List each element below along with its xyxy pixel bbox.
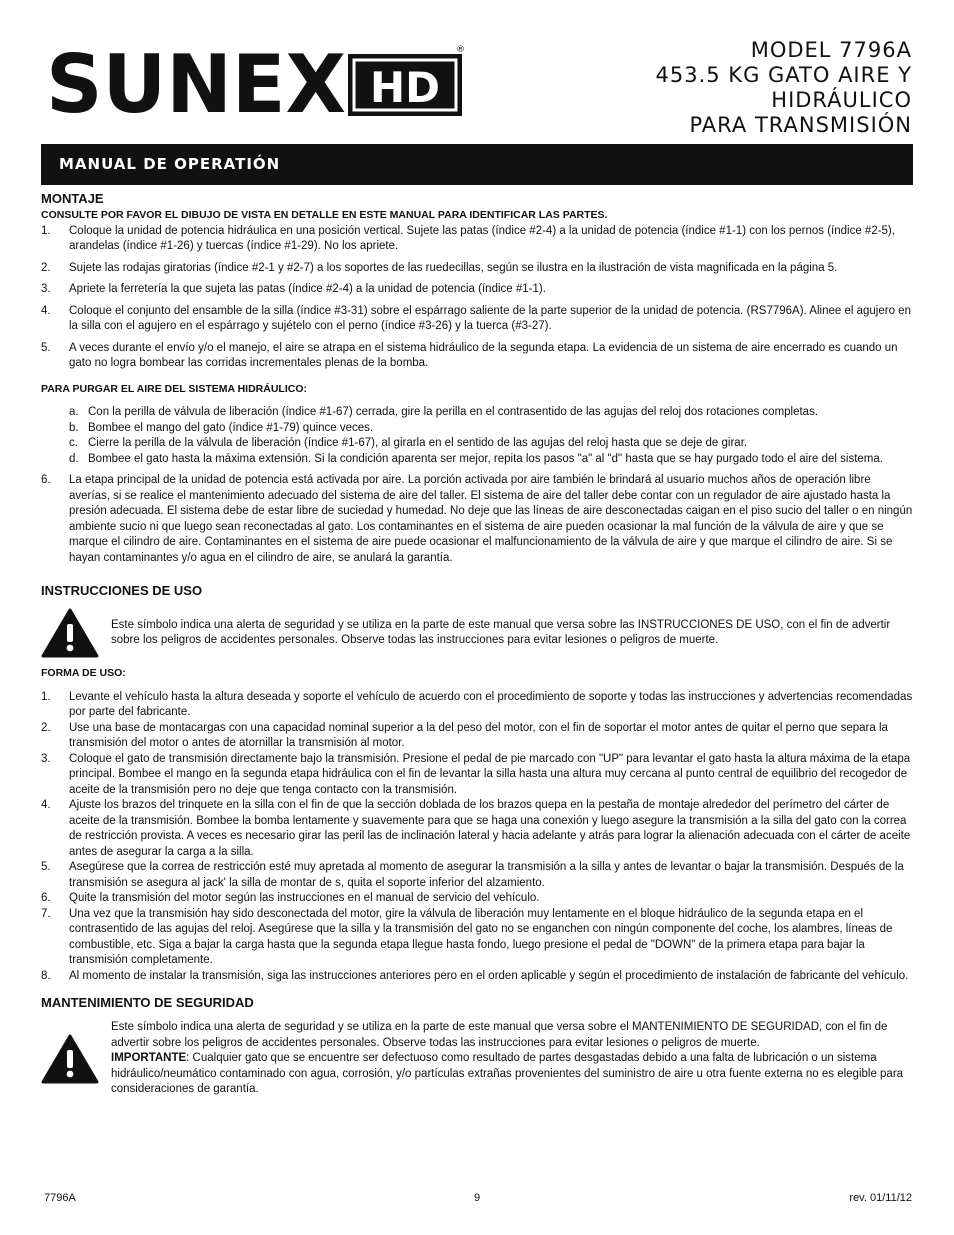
warning-icon [41, 608, 99, 658]
section-title-uso: INSTRUCCIONES DE USO [41, 583, 203, 598]
purge-title: PARA PURGAR EL AIRE DEL SISTEMA HIDRÁULICO: [41, 382, 308, 395]
list-item: 2. Sujete las rodajas giratorias (índice #2-1 y #2-7) a los soportes de las ruedecillas, según se ilustra en la ilustración de vista magnificada en la página 5. [41, 261, 838, 274]
list-item: 7. Una vez que la transmisión hay sido desconectada del motor, gire la válvula de liberación muy lentamente en el bloque hidráulico de la segunda etapa en el contrasentido de las agujas del reloj. Asegúrese que la silla y la transmisión del gato no se enganchen con ningún componente del coche, los alambres, líneas de combustible, etc. Siga a bajar la carga hasta que la segunda etapa llegue hasta fondo, luego presione el pedal de "DOWN" de la primera etapa para bajar la transmisión completamente. [41, 907, 893, 966]
page-number: 9 [474, 1192, 481, 1204]
footer-model: 7796A [44, 1192, 76, 1204]
purge-step: a. Con la perilla de válvula de liberación (índice #1-67) cerrada, gire la perilla en el contrasentido de las agujas del reloj dos rotaciones completas. [69, 406, 819, 418]
warning-block [41, 608, 913, 658]
purge-step: c. Cierre la perilla de la válvula de liberación (índice #1-67), al girarla en el sentido de las agujas del reloj hasta que se deje de girar. [69, 437, 748, 449]
list-item: 5. Asegúrese que la correa de restricción esté muy apretada al momento de asegurar la transmisión a la silla y antes de levantar o bajar la transmisión. Después de la transmisión se asegura al jack' la silla de montar de s, quita el soporte inferior del alzamiento. [41, 861, 904, 889]
sunex-hd-logo [46, 44, 466, 118]
list-item: 6. La etapa principal de la unidad de potencia está activada por aire. La porción activada por aire también le brindará al usuario muchos años de operación libre averías, si se realice el mantenimiento adecuado del sistema de aire del taller. El sistema de aire del taller debe contar con un regulador de aire ajustado hasta la presión adecuada. El sistema debe de estar libre de suciedad y humedad. No deje que las líneas de aire desconectadas caigan en el piso sucio del taller o en ningún ambiente sucio ni que luego sean reconectadas al gato. Los contaminantes en el sistema de aire pueden ocasionar la mal función de la válvula de aire y que se marque el cilindro de aire. Contaminantes en el sistema de aire puede ocasionar el malfuncionamiento de la válvula de aire y que marque el cilindro de aire. Si se hayan contaminantes y/o agua en el cilindro de aire, se anulará la garantía. [41, 474, 913, 564]
warning-text: Este símbolo indica una alerta de seguridad y se utiliza en la parte de este manual que versa sobre las INSTRUCCIONES DE USO, con el fin de advertir sobre los peligros de accidentes personales. Observe todas las instrucciones para evitar lesiones o peligros de muerte. [111, 618, 891, 646]
list-item: 4. Coloque el conjunto del ensamble de la silla (índice #3-31) sobre el espárrago saliente de la parte superior de la unidad de potencia. (RS7796A). Alinee el agujero en la silla con el agujero en el espárrago y sujételo con el perno (índice #3-26) y la tuerca (#3-27). [41, 304, 911, 332]
model-title [656, 38, 912, 138]
manual-content [41, 190, 913, 1106]
important-text: : Cualquier gato que se encuentre ser defectuoso como resultado de partes desgastadas debido a una falta de lubricación o un sistema hidráulico/neumático contaminado con agua, corrosión, y/o partículas extrañas provenientes del suministro de aire u otra fuente externa no es elegible para consideraciones de garantía. [111, 1052, 904, 1095]
model-line: 453.5 KG GATO AIRE Y [655, 63, 912, 87]
list-item: 1. Coloque la unidad de potencia hidráulica en una posición vertical. Sujete las patas (índice #2-4) a la unidad de potencia (índice #1-1) con los pernos (índice #2-5), arandelas (índice #1-26) y tuercas (índice #1-29). No los apriete. [41, 224, 895, 252]
list-item: 3. Coloque el gato de transmisión directamente bajo la transmisión. Presione el pedal de pie marcado con "UP" para levantar el gato hasta la altura máxima de la etapa principal. Bombee el mango en la segunda etapa hidráulica con el fin de levantar la silla hasta una altura muy cercana al punto central de equilibrio del recogedor de aceite de la transmisión pero no deje que tenga contacto con la transmisión. [41, 752, 911, 796]
warning-icon [41, 1034, 99, 1084]
registered-mark: ® [456, 45, 465, 55]
model-line: HIDRÁULICO [771, 88, 912, 112]
purge-step: b. Bombee el mango del gato (índice #1-79) quince veces. [69, 421, 374, 434]
model-line: PARA TRANSMISIÓN [689, 113, 912, 137]
list-item: 4. Ajuste los brazos del trinquete en la silla con el fin de que la sección doblada de los brazos quepa en la pestaña de montaje alrededor del perímetro del cárter de aceite de la transmisión. Bombee la bomba lentamente y suavemente para que se haga una conexión y luego asegure la transmisión a la silla del gato con la correa de restricción provista. A veces es necesario girar las peril las de inclinación lateral y hacia adelante y atrás para lograr la alienación adecuada con el cárter de aceite antes de asegurar la carga a la silla. [41, 799, 911, 858]
list-item: 1. Levante el vehículo hasta la altura deseada y soporte el vehículo de acuerdo con el procedimiento de soporte y todas las instrucciones y advertencias recomendadas por parte del fabricante. [41, 690, 913, 718]
warning-block [41, 1020, 913, 1098]
forma-title: FORMA DE USO: [41, 667, 126, 679]
list-item: 3. Apriete la ferretería la que sujeta las patas (índice #2-4) a la unidad de potencia (índice #1-1). [41, 283, 546, 295]
warning-text-main: Este símbolo indica una alerta de seguridad y se utiliza en la parte de este manual que versa sobre el MANTENIMIENTO DE SEGURIDAD, con el fin de advertir sobre los peligros de accidentes personales. Observe todas las instrucciones para evitar lesiones o peligros de muerte. [111, 1021, 888, 1049]
montaje-note: CONSULTE POR FAVOR EL DIBUJO DE VISTA EN DETALLE EN ESTE MANUAL PARA IDENTIFICAR LAS PARTES. [41, 209, 608, 221]
important-note [111, 1051, 913, 1098]
footer-revision: rev. 01/11/12 [849, 1192, 912, 1204]
logo-badge: HD [369, 63, 441, 112]
model-line: MODEL 7796A [750, 38, 912, 62]
logo-text: SUNEX [46, 44, 346, 118]
list-item: 8. Al momento de instalar la transmisión, siga las instrucciones anteriores pero en el orden aplicable y según el procedimiento de instalación de fabricante del vehículo. [41, 969, 909, 982]
list-item: 6. Quite la transmisión del motor según las instrucciones en el manual de servicio del vehículo. [41, 892, 540, 904]
section-title-mantenimiento: MANTENIMIENTO DE SEGURIDAD [41, 995, 254, 1010]
list-item: 2. Use una base de montacargas con una capacidad nominal superior a la del peso del motor, con el fin de soportar el motor antes de quitar el perno que separa la transmisión del motor o antes de atornillar la transmisión al motor. [41, 721, 888, 749]
manual-banner [41, 144, 913, 185]
important-label: IMPORTANTE [111, 1052, 187, 1064]
warning-text [111, 1020, 913, 1098]
banner-title: MANUAL DE OPERATIÓN [59, 155, 281, 173]
list-item: 5. A veces durante el envío y/o el manejo, el aire se atrapa en el sistema hidráulico de la segunda etapa. La evidencia de un sistema de aire encerrado es cuando un gato no logra bombear las corridas incrementales plenas de la bomba. [41, 341, 898, 369]
purge-step: d. Bombee el gato hasta la máxima extensión. Si la condición aparenta ser mejor, repita los pasos "a" al "d" hasta que se hay purgado todo el aire del sistema. [69, 452, 883, 465]
section-title-montaje: MONTAJE [41, 191, 104, 206]
